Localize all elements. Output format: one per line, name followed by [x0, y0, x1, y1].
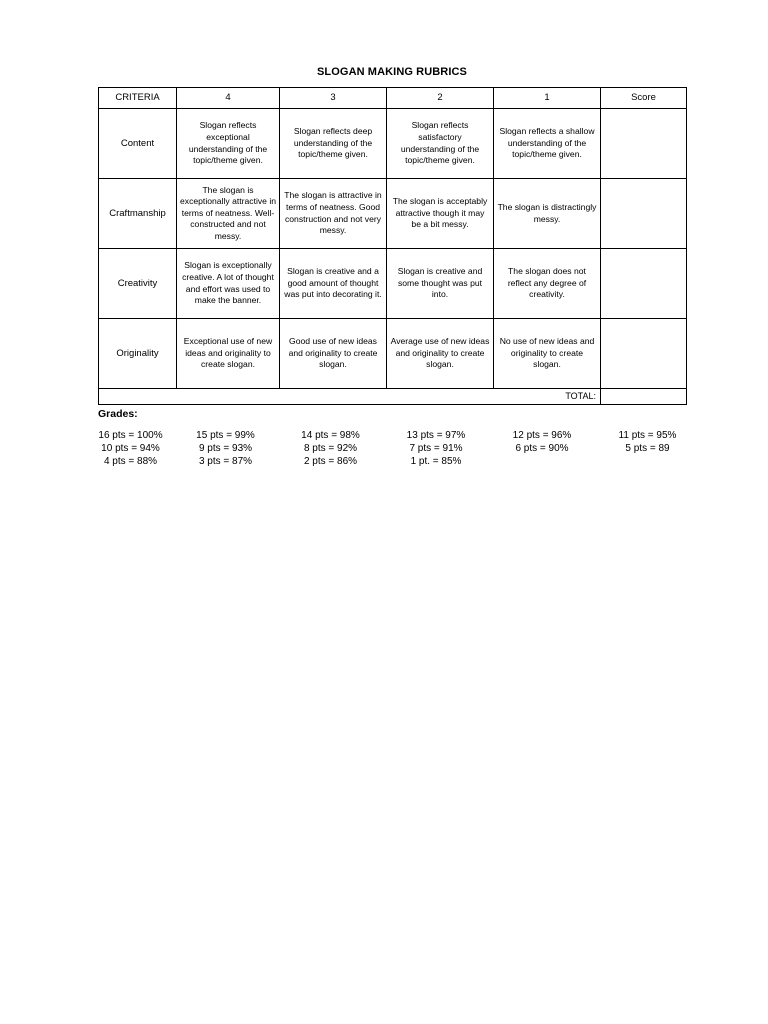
grade-item: 14 pts = 98%: [301, 430, 360, 441]
table-total-row: [99, 389, 687, 405]
grade-item: 5 pts = 89: [625, 443, 670, 454]
score-cell[interactable]: [601, 109, 687, 179]
level-2-cell: Slogan reflects satisfactory understanding of the topic/theme given.: [387, 109, 494, 179]
table-row-originality: [99, 319, 687, 389]
score-cell[interactable]: [601, 179, 687, 249]
level-3-cell: Slogan is creative and a good amount of thought was put into decorating it.: [280, 249, 387, 319]
level-4-cell: Slogan is exceptionally creative. A lot of thought and effort was used to make the banner.: [177, 249, 280, 319]
level-1-cell: Slogan reflects a shallow understanding of the topic/theme given.: [494, 109, 601, 179]
grade-item: 16 pts = 100%: [98, 430, 163, 441]
header-criteria: CRITERIA: [99, 88, 177, 109]
grade-item: 15 pts = 99%: [196, 430, 255, 441]
level-3-cell: Good use of new ideas and originality to create slogan.: [280, 319, 387, 389]
level-4-cell: Slogan reflects exceptional understanding of the topic/theme given.: [177, 109, 280, 179]
level-2-cell: Average use of new ideas and originality to create slogan.: [387, 319, 494, 389]
grades-heading: Grades:: [98, 408, 138, 420]
header-level-2: 2: [387, 88, 494, 109]
document-title: SLOGAN MAKING RUBRICS: [317, 66, 467, 78]
grade-item: 10 pts = 94%: [101, 443, 160, 454]
level-2-cell: The slogan is acceptably attractive though it may be a bit messy.: [387, 179, 494, 249]
grade-item: 6 pts = 90%: [515, 443, 569, 454]
level-1-cell: No use of new ideas and originality to create slogan.: [494, 319, 601, 389]
criteria-cell: Content: [99, 109, 177, 179]
table-header-row: [99, 88, 687, 109]
grade-item: 7 pts = 91%: [409, 443, 463, 454]
grade-item: 8 pts = 92%: [303, 443, 358, 454]
level-4-cell: The slogan is exceptionally attractive in terms of neatness. Well-constructed and not messy.: [177, 179, 280, 249]
total-score-cell[interactable]: [601, 389, 687, 405]
header-level-4: 4: [177, 88, 280, 109]
grade-item: 2 pts = 86%: [303, 456, 358, 467]
grade-item: 4 pts = 88%: [103, 456, 158, 467]
level-3-cell: The slogan is attractive in terms of neatness. Good construction and not very messy.: [280, 179, 387, 249]
header-level-1: 1: [494, 88, 601, 109]
level-2-cell: Slogan is creative and some thought was put into.: [387, 249, 494, 319]
table-row-craftmanship: [99, 179, 687, 249]
header-score: Score: [601, 88, 687, 109]
table-row-creativity: [99, 249, 687, 319]
grade-item: 1 pt. = 85%: [410, 456, 462, 467]
score-cell[interactable]: [601, 249, 687, 319]
level-1-cell: The slogan is distractingly messy.: [494, 179, 601, 249]
total-label: TOTAL:: [99, 389, 601, 405]
table-row-content: [99, 109, 687, 179]
score-cell[interactable]: [601, 319, 687, 389]
level-3-cell: Slogan reflects deep understanding of the topic/theme given.: [280, 109, 387, 179]
grade-item: 3 pts = 87%: [198, 456, 253, 467]
criteria-cell: Originality: [99, 319, 177, 389]
level-4-cell: Exceptional use of new ideas and originality to create slogan.: [177, 319, 280, 389]
grades-list: [88, 429, 700, 468]
grade-item: 11 pts = 95%: [618, 430, 677, 441]
rubric-table: [98, 87, 687, 405]
criteria-cell: Creativity: [99, 249, 177, 319]
level-1-cell: The slogan does not reflect any degree of creativity.: [494, 249, 601, 319]
grade-item: 12 pts = 96%: [512, 430, 572, 441]
grade-item: 9 pts = 93%: [198, 443, 253, 454]
header-level-3: 3: [280, 88, 387, 109]
grade-item: 13 pts = 97%: [406, 430, 466, 441]
criteria-cell: Craftmanship: [99, 179, 177, 249]
